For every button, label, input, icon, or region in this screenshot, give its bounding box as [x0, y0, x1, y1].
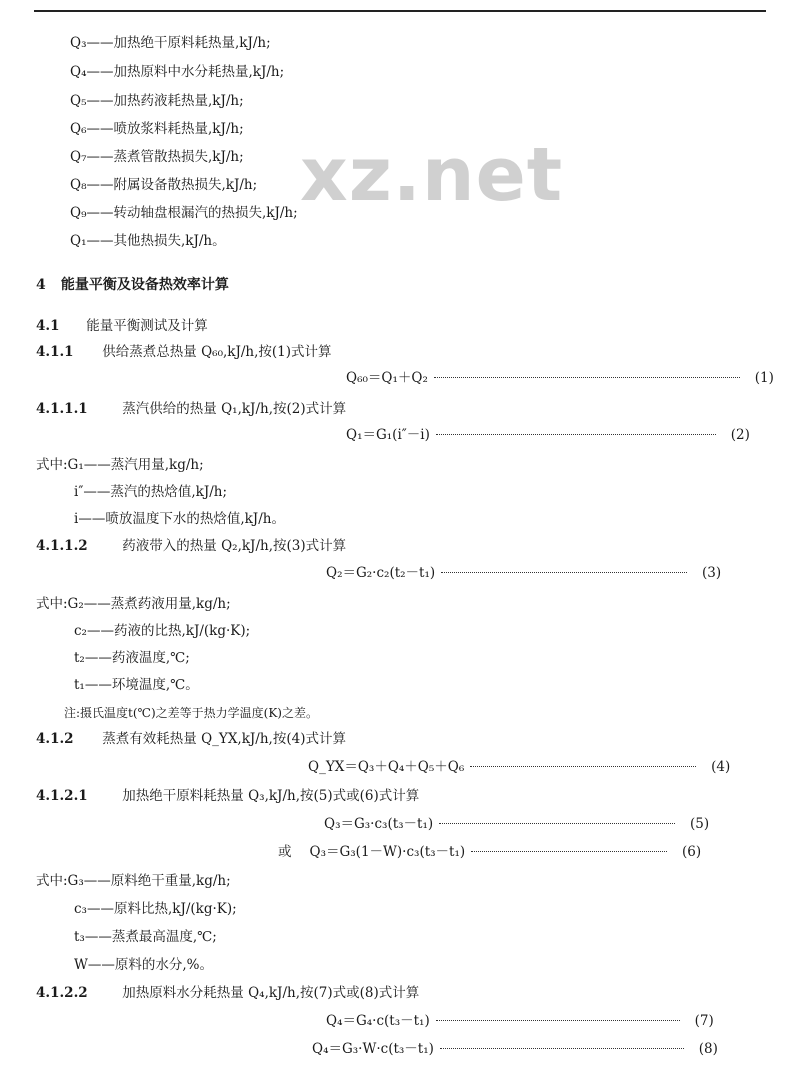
- definition-g2: 式中:G₂——蒸煮药液用量,kg/h;: [36, 596, 231, 612]
- watermark: xz.net: [300, 132, 564, 218]
- definition-q7: Q₇——蒸煮管散热损失,kJ/h;: [70, 149, 244, 165]
- definition-q8: Q₈——附属设备散热损失,kJ/h;: [70, 177, 258, 193]
- dot-leader: [471, 851, 667, 852]
- formula-2: [346, 426, 750, 444]
- section-number: 4.1.1: [36, 344, 74, 360]
- equation-number: (3): [702, 565, 722, 581]
- definition-q5: Q₅——加热药液耗热量,kJ/h;: [70, 93, 244, 109]
- formula-expression: Q_YX＝Q₃＋Q₄＋Q₅＋Q₆: [308, 759, 465, 775]
- section-4-1-heading: [36, 317, 208, 335]
- formula-8: [312, 1040, 718, 1058]
- definition-t3: t₃——蒸煮最高温度,℃;: [74, 929, 217, 945]
- formula-3: [326, 564, 721, 582]
- equation-number: (1): [754, 370, 774, 386]
- section-number: 4: [36, 277, 46, 293]
- section-title: 蒸煮有效耗热量 Q_YX,kJ/h,按(4)式计算: [102, 731, 346, 747]
- definition-i-double-prime: i″——蒸汽的热焓值,kJ/h;: [74, 484, 228, 500]
- equation-number: (6): [682, 844, 702, 860]
- section-title: 能量平衡及设备热效率计算: [60, 277, 229, 293]
- section-number: 4.1.2.2: [36, 985, 88, 1001]
- equation-number: (5): [690, 816, 710, 832]
- dot-leader: [436, 434, 716, 435]
- section-title: 供给蒸煮总热量 Q₆₀,kJ/h,按(1)式计算: [102, 344, 332, 360]
- dot-leader: [470, 766, 696, 767]
- section-number: 4.1.2.1: [36, 788, 88, 804]
- definition-t1: t₁——环境温度,℃。: [74, 677, 199, 693]
- definition-g1: 式中:G₁——蒸汽用量,kg/h;: [36, 457, 204, 473]
- formula-1: [346, 369, 774, 387]
- formula-6: [278, 843, 701, 861]
- definition-t2: t₂——药液温度,℃;: [74, 650, 190, 666]
- formula-expression: Q₄＝G₄·c(t₃－t₁): [326, 1013, 430, 1029]
- section-4-1-2-1-heading: [36, 787, 419, 805]
- definition-q3: Q₃——加热绝干原料耗热量,kJ/h;: [70, 35, 271, 51]
- section-4-1-1-2-heading: [36, 537, 346, 555]
- formula-expression: Q₃＝G₃·c₃(t₃－t₁): [324, 816, 434, 832]
- definition-q4: Q₄——加热原料中水分耗热量,kJ/h;: [70, 64, 285, 80]
- equation-number: (7): [694, 1013, 714, 1029]
- section-number: 4.1.2: [36, 731, 74, 747]
- formula-or-label: 或: [278, 844, 292, 860]
- dot-leader: [436, 1020, 680, 1021]
- temperature-note: 注:摄氏温度t(℃)之差等于热力学温度(K)之差。: [64, 706, 318, 720]
- formula-5: [324, 815, 709, 833]
- dot-leader: [441, 572, 687, 573]
- formula-expression: Q₆₀＝Q₁＋Q₂: [346, 370, 428, 386]
- definition-g3: 式中:G₃——原料绝干重量,kg/h;: [36, 873, 231, 889]
- equation-number: (4): [711, 759, 731, 775]
- dot-leader: [439, 823, 675, 824]
- section-title: 蒸汽供给的热量 Q₁,kJ/h,按(2)式计算: [122, 401, 347, 417]
- definition-q9: Q₉——转动轴盘根漏汽的热损失,kJ/h;: [70, 205, 298, 221]
- formula-expression: Q₄＝G₃·W·c(t₃－t₁): [312, 1041, 434, 1057]
- section-title: 加热绝干原料耗热量 Q₃,kJ/h,按(5)式或(6)式计算: [122, 788, 420, 804]
- section-number: 4.1.1.2: [36, 538, 88, 554]
- formula-7: [326, 1012, 714, 1030]
- formula-expression: Q₂＝G₂·c₂(t₂－t₁): [326, 565, 436, 581]
- formula-expression: Q₃＝G₃(1－W)·c₃(t₃－t₁): [309, 844, 466, 860]
- definition-c3: c₃——原料比热,kJ/(kg·K);: [74, 901, 237, 917]
- definition-i: i——喷放温度下水的热焓值,kJ/h。: [74, 511, 285, 527]
- definition-q6: Q₆——喷放浆料耗热量,kJ/h;: [70, 121, 244, 137]
- formula-expression: Q₁＝G₁(i″－i): [346, 427, 430, 443]
- equation-number: (8): [698, 1041, 718, 1057]
- section-title: 药液带入的热量 Q₂,kJ/h,按(3)式计算: [122, 538, 347, 554]
- dot-leader: [434, 377, 740, 378]
- definition-w: W——原料的水分,%。: [74, 957, 213, 973]
- section-number: 4.1.1.1: [36, 401, 88, 417]
- definition-c2: c₂——药液的比热,kJ/(kg·K);: [74, 623, 251, 639]
- formula-4: [308, 758, 730, 776]
- dot-leader: [440, 1048, 684, 1049]
- section-4-1-2-2-heading: [36, 984, 419, 1002]
- section-title: 加热原料水分耗热量 Q₄,kJ/h,按(7)式或(8)式计算: [122, 985, 420, 1001]
- section-title: 能量平衡测试及计算: [86, 318, 208, 334]
- section-4-1-1-heading: [36, 343, 332, 361]
- definition-q1-other: Q₁——其他热损失,kJ/h。: [70, 233, 226, 249]
- section-4-1-2-heading: [36, 730, 346, 748]
- section-number: 4.1: [36, 318, 60, 334]
- section-4-heading: [36, 276, 229, 294]
- equation-number: (2): [730, 427, 750, 443]
- section-4-1-1-1-heading: [36, 400, 346, 418]
